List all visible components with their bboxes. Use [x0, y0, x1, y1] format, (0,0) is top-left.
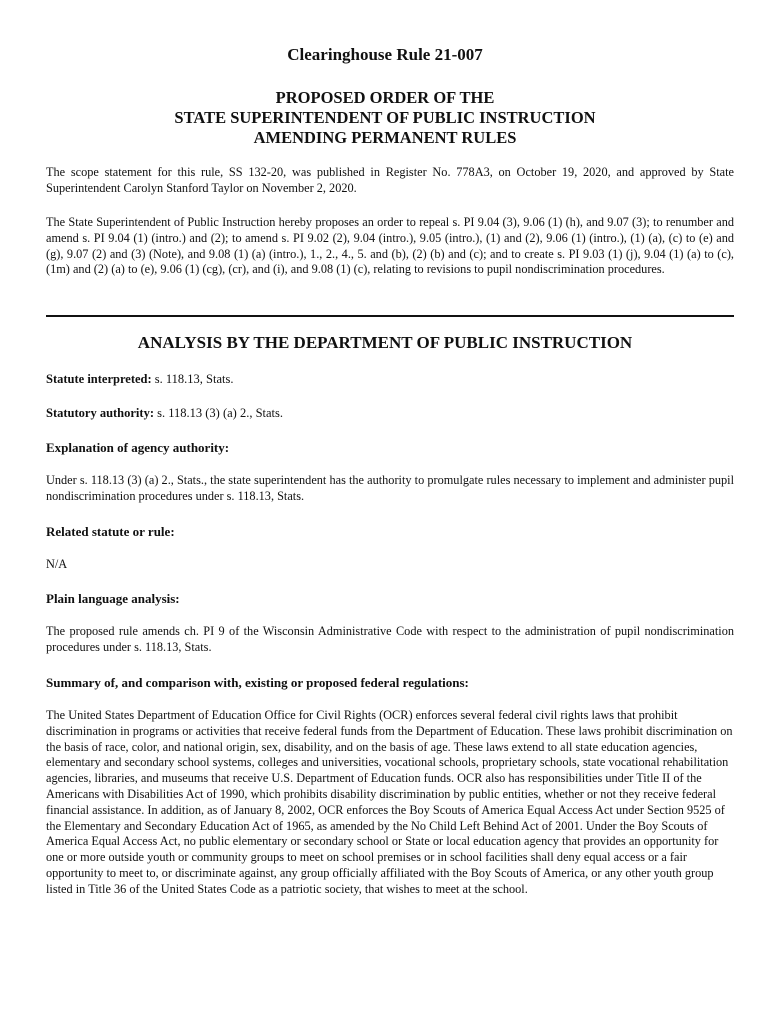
explanation-paragraph: Under s. 118.13 (3) (a) 2., Stats., the state superintendent has the authority to promulgate rules necessary to implement and administer pupil nondiscrimination procedures under s. 118.13, Stats. [46, 473, 734, 503]
statutory-authority-label: Statutory authority: [46, 406, 154, 420]
summary-heading: Summary of, and comparison with, existing or proposed federal regulations: [46, 675, 469, 690]
rule-number: Clearinghouse Rule 21-007 [287, 45, 483, 64]
statutory-authority-value: s. 118.13 (3) (a) 2., Stats. [157, 406, 284, 420]
explanation-heading: Explanation of agency authority: [46, 440, 230, 455]
document-title [0, 88, 770, 148]
summary-paragraph: The United States Department of Education Office for Civil Rights (OCR) enforces several federal civil rights laws that prohibit discrimination in programs or activities that receive federal funds from the Department of Education. These laws prohibit discrimination on the basis of race, color, and national origin, sex, disability, and on the basis of age. These laws extend to all state education agencies, elementary and secondary school systems, colleges and universities, vocational schools, proprietary schools, state vocational rehabilitation agencies, libraries, and museums that receive U.S. Department of Education funds. OCR also has responsibilities under Title II of the Americans with Disabilities Act of 1990, which prohibits disability discrimination by public entities, whether or not they receive federal financial assistance. In addition, as of January 8, 2002, OCR enforces the Boy Scouts of America Equal Access Act under Section 9525 of the Elementary and Secondary Education Act of 1965, as amended by the No Child Left Behind Act of 2001. Under the Boy Scouts of America Equal Access Act, no public elementary or secondary school or State or local education agency that provides an opportunity for one or more outside youth or community groups to meet on school premises or in school facilities shall deny equal access or a fair opportunity to meet to, or discriminate against, any group officially affiliated with the Boy Scouts of America, or any other youth group listed in Title 36 of the United States Code as a patriotic society, that wishes to meet at the school. [46, 708, 733, 896]
statute-interpreted-label: Statute interpreted: [46, 372, 152, 386]
plain-language-heading: Plain language analysis: [46, 591, 180, 606]
title-line-1: PROPOSED ORDER OF THE [275, 88, 495, 107]
title-line-2: STATE SUPERINTENDENT OF PUBLIC INSTRUCTION [174, 108, 596, 127]
plain-language-paragraph: The proposed rule amends ch. PI 9 of the Wisconsin Administrative Code with respect to the administration of pupil nondiscrimination procedures under s. 118.13, Stats. [46, 624, 734, 654]
statute-interpreted-value: s. 118.13, Stats. [154, 372, 234, 386]
scope-statement-paragraph: The scope statement for this rule, SS 132-20, was published in Register No. 778A3, on October 19, 2020, and approved by State Superintendent Carolyn Stanford Taylor on November 2, 2020. [46, 165, 734, 195]
analysis-heading: ANALYSIS BY THE DEPARTMENT OF PUBLIC INSTRUCTION [137, 333, 633, 352]
statutory-authority [46, 406, 283, 421]
statute-interpreted [46, 372, 234, 387]
related-paragraph: N/A [46, 557, 68, 571]
title-line-3: AMENDING PERMANENT RULES [253, 128, 517, 147]
proposal-paragraph: The State Superintendent of Public Instruction hereby proposes an order to repeal s. PI 9.04 (3), 9.06 (1) (h), and 9.07 (3); to renumber and amend s. PI 9.04 (1) (intro.) and (2); to amend s. PI 9.02 (2), 9.04 (intro.), 9.05 (intro.), (1) and (2), 9.06 (1) (intro.), (1) (a), (c) to (e) and (g), 9.07 (2) and (3) (Note), and 9.08 (1) (a) (intro.), 1., 2., 4., 5. and (b), (2) (b) and (c); and to create s. PI 9.03 (1) (j), 9.04 (1) (a) to (c), (1m) and (2) (a) to (e), 9.06 (1) (cg), (cr), and (i), and 9.08 (1) (c), relating to revisions to pupil nondiscrimination procedures. [46, 215, 734, 277]
related-heading: Related statute or rule: [46, 524, 175, 539]
section-divider [46, 315, 734, 317]
